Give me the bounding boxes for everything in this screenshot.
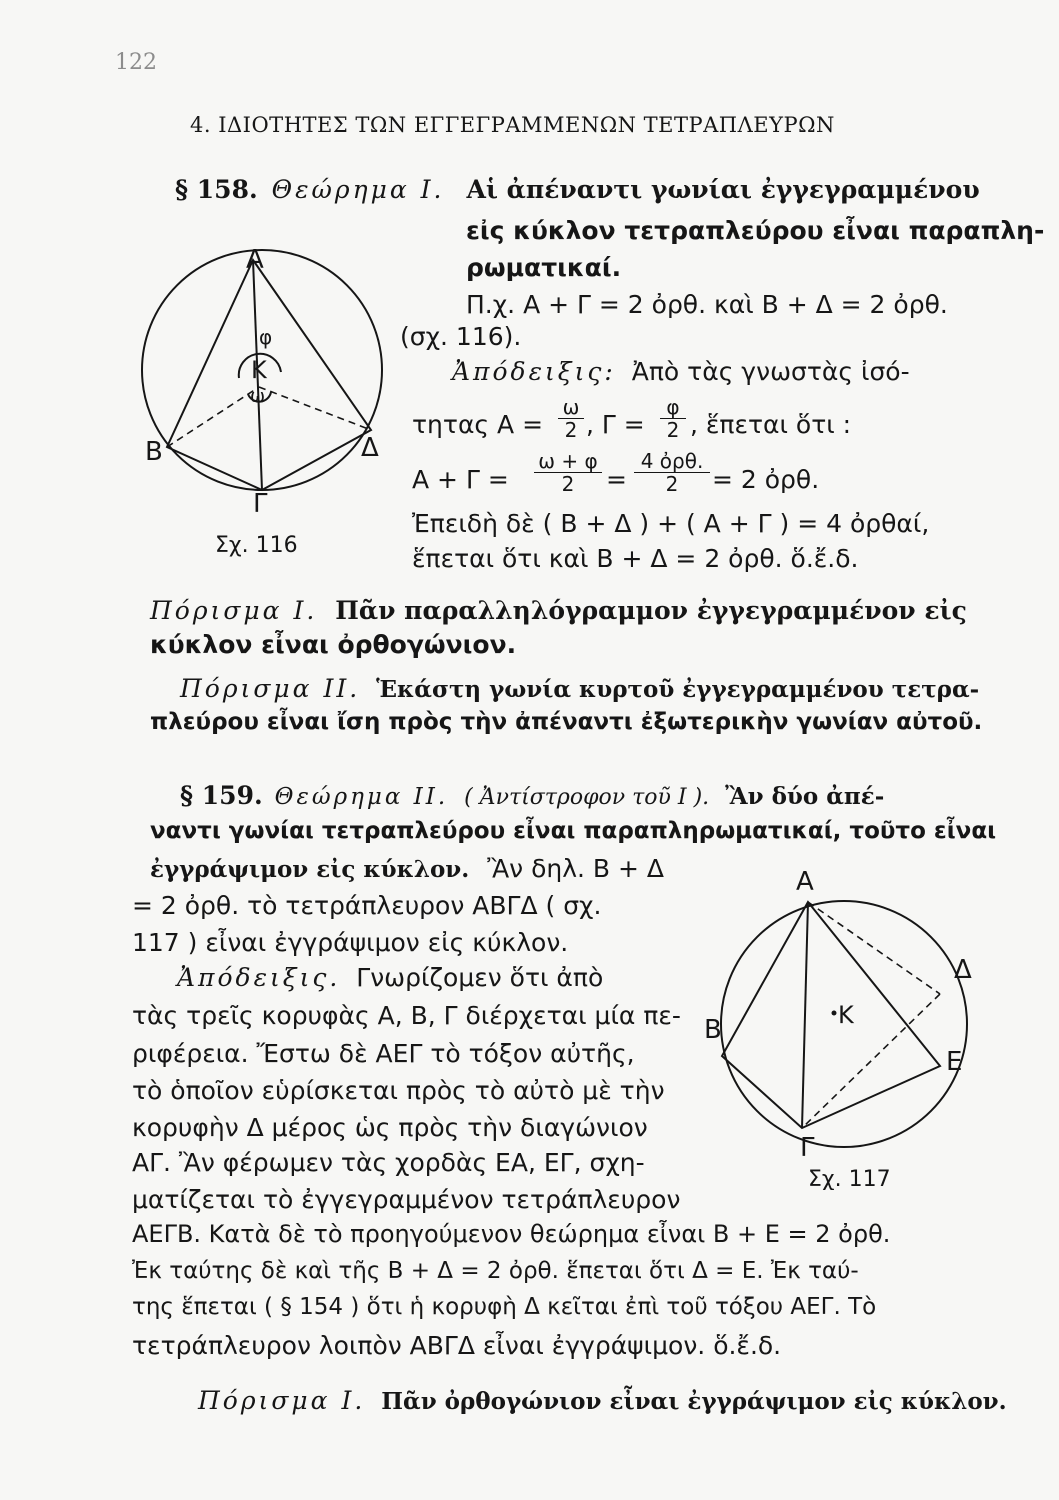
fraction-omega-plus-phi: $\frac{\omega + \varphi}{2}$ xyxy=(534,450,602,495)
theorem-158-statement-3: ρωματικαί. xyxy=(466,253,622,282)
proof-159-line1: Ἀπόδειξις. Γνωρίζομεν ὅτι ἀπὸ xyxy=(177,963,604,992)
theorem-158-statement-2: εἰς κύκλον τετραπλεύρου εἶναι παραπλη- xyxy=(466,216,1045,245)
porisma-3-line: Πόρισμα I. Πᾶν ὀρθογώνιον εἶναι ἐγγράψιμον εἰς κύκλον. xyxy=(198,1386,1007,1415)
porisma-1-line1: Πόρισμα I. Πᾶν παραλληλόγραμμον ἐγγεγραμμένον εἰς xyxy=(150,596,967,625)
fig117-label-k: Κ xyxy=(838,1001,854,1029)
porisma-1-label: Πόρισμα I. xyxy=(150,596,318,625)
theorem-159-line4: = 2 ὀρθ. τὸ τετράπλευρον ΑΒΓΔ ( σχ. xyxy=(132,891,602,920)
porisma-2-line1: Πόρισμα II. Ἑκάστη γωνία κυρτοῦ ἐγγεγραμμένου τετρα- xyxy=(180,674,980,703)
theorem-158-line1 xyxy=(175,175,980,204)
proof-158-conclusion: ἕπεται ὅτι καὶ Β + Δ = 2 ὀρθ. ὅ.ἔ.δ. xyxy=(412,544,859,573)
proof-158-equalities: τητας Α = xyxy=(412,410,544,439)
theorem-159-statement-2: ναντι γωνίαι τετραπλεύρου εἶναι παραπληρωματικαί, τοῦτο εἶναι xyxy=(150,818,997,844)
section-number-158: § 158. xyxy=(175,175,258,204)
proof-159-line9: Ἐκ ταύτης δὲ καὶ τῆς Β + Δ = 2 ὀρθ. ἕπεται ὅτι Δ = Ε. Ἐκ ταύ- xyxy=(132,1258,859,1284)
fig116-label-phi: φ xyxy=(259,325,273,349)
fig116-label-b: Β xyxy=(145,437,163,467)
fig116-quadrilateral xyxy=(167,260,371,490)
fig116-label-d: Δ xyxy=(361,433,379,463)
proof-158-since: Ἐπειδὴ δὲ ( Β + Δ ) + ( Α + Γ ) = 4 ὀρθαί, xyxy=(412,509,930,538)
fraction-omega-half: $\frac{\omega}{2}$ xyxy=(558,396,584,441)
fig117-label-e: Ε xyxy=(946,1047,963,1077)
proof-159-line2: τὰς τρεῖς κορυφὰς Α, Β, Γ διέρχεται μία πε- xyxy=(132,1001,681,1030)
proof-159-line8: ΑΕΓΒ. Κατὰ δὲ τὸ προηγούμενον θεώρημα εἶναι Β + Ε = 2 ὀρθ. xyxy=(132,1220,891,1248)
theorem-158-example: Π.χ. Α + Γ = 2 ὀρθ. καὶ Β + Δ = 2 ὀρθ. xyxy=(466,290,948,319)
porisma-2-line2: πλεύρου εἶναι ἴση πρὸς τὴν ἀπέναντι ἐξωτερικὴν γωνίαν αὐτοῦ. xyxy=(150,709,983,735)
figure-117 xyxy=(700,860,990,1190)
sum-line-start: Α + Γ = xyxy=(412,465,509,494)
proof-159-line3: ριφέρεια. Ἔστω δὲ ΑΕΓ τὸ τόξον αὐτῆς, xyxy=(132,1039,635,1068)
proof-159-line5: κορυφὴν Δ μέρος ὡς πρὸς τὴν διαγώνιον xyxy=(132,1113,648,1142)
figure-116 xyxy=(135,240,400,560)
fig116-caption: Σχ. 116 xyxy=(215,533,298,558)
theorem-158-example-ref: (σχ. 116). xyxy=(400,322,522,351)
theorem-159-line1: § 159. Θεώρημα II. ( Ἀντίστροφον τοῦ I ). Ἂν δύο ἀπέ- xyxy=(180,781,885,810)
section-heading: 4. ΙΔΙΟΤΗΤΕΣ ΤΩΝ ΕΓΓΕΓΡΑΜΜΕΝΩΝ ΤΕΤΡΑΠΛΕΥΡΩΝ xyxy=(190,113,835,137)
proof-158-equalities-end: , ἕπεται ὅτι : xyxy=(690,410,852,439)
fig116-label-a: Α xyxy=(246,245,264,275)
fig117-center-dot xyxy=(832,1011,837,1016)
fig117-chord-eg xyxy=(802,994,940,1128)
proof-159-line4: τὸ ὁποῖον εὑρίσκεται πρὸς τὸ αὐτὸ μὲ τὴν xyxy=(132,1076,665,1105)
porisma-1-line2: κύκλον εἶναι ὀρθογώνιον. xyxy=(150,630,517,659)
proof-158-line1: Ἀπόδειξις: Ἀπὸ τὰς γνωστὰς ἰσό- xyxy=(452,357,910,386)
proof-158-equalities-mid: , Γ = xyxy=(586,410,645,439)
fig116-label-omega: ω xyxy=(250,386,266,407)
theorem-159-line3: ἐγγράψιμον εἰς κύκλον. Ἂν δηλ. Β + Δ xyxy=(150,854,664,883)
porisma-3-label: Πόρισμα I. xyxy=(198,1386,366,1415)
theorem-label-158: Θεώρημα I. xyxy=(271,175,445,204)
page-number: 122 xyxy=(115,50,157,75)
fig117-label-b: Β xyxy=(704,1015,722,1045)
proof-label-158: Ἀπόδειξις: xyxy=(452,357,616,386)
sum-line-end: = 2 ὀρθ. xyxy=(712,465,820,494)
theorem-label-159: Θεώρημα II. xyxy=(274,784,449,810)
proof-159-line11: τετράπλευρον λοιπὸν ΑΒΓΔ εἶναι ἐγγράψιμον. ὅ.ἔ.δ. xyxy=(132,1331,782,1360)
theorem-158-statement-1: Αἱ ἀπέναντι γωνίαι ἐγγεγραμμένου xyxy=(466,175,980,204)
porisma-2-label: Πόρισμα II. xyxy=(180,674,361,703)
converse-label: ( Ἀντίστροφον τοῦ I ). xyxy=(464,785,710,810)
fig117-quadrilateral xyxy=(722,902,940,1128)
fig116-radius-to-d xyxy=(259,387,371,430)
proof-159-line7: ματίζεται τὸ ἐγγεγραμμένον τετράπλευρον xyxy=(132,1185,681,1214)
theorem-159-line5: 117 ) εἶναι ἐγγράψιμον εἰς κύκλον. xyxy=(132,928,569,957)
fraction-phi-half: $\frac{\varphi}{2}$ xyxy=(660,396,686,441)
sum-equals: = xyxy=(606,465,627,494)
fraction-four-right: 4 ὀρθ. 2 xyxy=(634,450,710,495)
proof-159-line6: ΑΓ. Ἂν φέρωμεν τὰς χορδὰς ΕΑ, ΕΓ, σχη- xyxy=(132,1148,645,1177)
proof-159-line10: της ἕπεται ( § 154 ) ὅτι ἡ κορυφὴ Δ κεῖται ἐπὶ τοῦ τόξου ΑΕΓ. Τὸ xyxy=(132,1294,877,1320)
fig117-label-a: Α xyxy=(796,867,814,897)
proof-label-159: Ἀπόδειξις. xyxy=(177,963,341,992)
section-number-159: § 159. xyxy=(180,781,263,810)
fig117-label-d: Δ xyxy=(954,955,972,985)
fig116-label-k: Κ xyxy=(251,356,267,384)
fig117-diagonal xyxy=(802,902,808,1128)
fig116-label-g: Γ xyxy=(253,489,268,519)
fig117-chord-ae xyxy=(808,902,940,994)
fig117-label-g: Γ xyxy=(800,1133,815,1163)
fig117-caption: Σχ. 117 xyxy=(808,1167,891,1190)
